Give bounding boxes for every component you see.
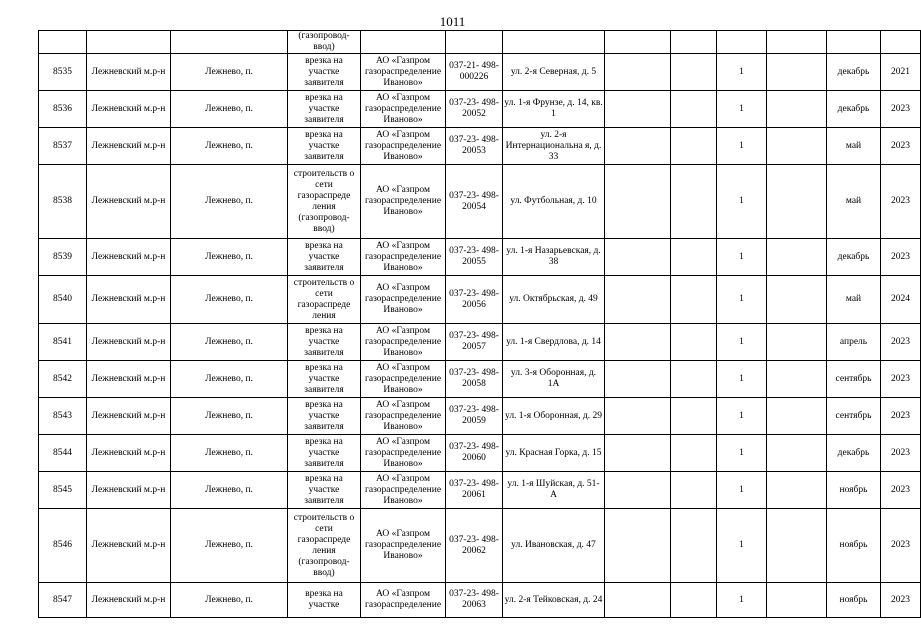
cell-organization: АО «Газпром газораспределение Иваново» bbox=[361, 91, 446, 128]
cell-locality: Лежнево, п. bbox=[171, 324, 288, 361]
cell-year: 2023 bbox=[881, 165, 921, 239]
cell-empty bbox=[605, 128, 671, 165]
cell-address: ул. Футбольная, д. 10 bbox=[503, 165, 605, 239]
cell-empty bbox=[671, 583, 717, 618]
cell-work-type: врезка на участке bbox=[288, 583, 361, 618]
cell-empty bbox=[671, 239, 717, 276]
cell-address bbox=[503, 31, 605, 54]
cell-year: 2023 bbox=[881, 91, 921, 128]
cell-code: 037-23- 498-20058 bbox=[446, 361, 503, 398]
table-row-continued bbox=[39, 31, 921, 54]
cell-empty bbox=[767, 435, 827, 472]
cell-code: 037-23- 498-20057 bbox=[446, 324, 503, 361]
cell-year: 2024 bbox=[881, 276, 921, 324]
table-row bbox=[39, 324, 921, 361]
cell-empty bbox=[767, 398, 827, 435]
cell-work-type: строительств о сети газораспреде ления (газопровод- ввод) bbox=[288, 509, 361, 583]
cell-code: 037-23- 498-20063 bbox=[446, 583, 503, 618]
cell-address: ул. 1-я Назарьевская, д. 38 bbox=[503, 239, 605, 276]
cell-locality: Лежнево, п. bbox=[171, 54, 288, 91]
cell-number: 8546 bbox=[39, 509, 87, 583]
cell-district: Лежневский м.р-н bbox=[87, 239, 171, 276]
table-row bbox=[39, 276, 921, 324]
cell-quantity bbox=[717, 31, 767, 54]
cell-empty bbox=[605, 583, 671, 618]
cell-month: сентябрь bbox=[827, 398, 881, 435]
cell-quantity: 1 bbox=[717, 583, 767, 618]
table-row bbox=[39, 128, 921, 165]
cell-quantity: 1 bbox=[717, 324, 767, 361]
cell-quantity: 1 bbox=[717, 276, 767, 324]
cell-empty bbox=[767, 239, 827, 276]
cell-organization: АО «Газпром газораспределение Иваново» bbox=[361, 128, 446, 165]
cell-address: ул. Ивановская, д. 47 bbox=[503, 509, 605, 583]
cell-empty bbox=[767, 91, 827, 128]
cell-locality: Лежнево, п. bbox=[171, 276, 288, 324]
cell-month bbox=[827, 31, 881, 54]
cell-district: Лежневский м.р-н bbox=[87, 91, 171, 128]
cell-district: Лежневский м.р-н bbox=[87, 165, 171, 239]
cell-empty bbox=[605, 54, 671, 91]
cell-year: 2023 bbox=[881, 128, 921, 165]
cell-month: декабрь bbox=[827, 91, 881, 128]
cell-locality: Лежнево, п. bbox=[171, 435, 288, 472]
cell-number: 8536 bbox=[39, 91, 87, 128]
cell-number: 8537 bbox=[39, 128, 87, 165]
cell-month: декабрь bbox=[827, 54, 881, 91]
cell-empty bbox=[767, 583, 827, 618]
cell-month: апрель bbox=[827, 324, 881, 361]
cell-empty bbox=[671, 128, 717, 165]
cell-district: Лежневский м.р-н bbox=[87, 276, 171, 324]
table-row bbox=[39, 509, 921, 583]
table-row bbox=[39, 91, 921, 128]
cell-organization: АО «Газпром газораспределение Иваново» bbox=[361, 398, 446, 435]
cell-empty bbox=[671, 472, 717, 509]
table-row bbox=[39, 361, 921, 398]
cell-code: 037-23- 498-20059 bbox=[446, 398, 503, 435]
cell-empty bbox=[605, 239, 671, 276]
cell-locality: Лежнево, п. bbox=[171, 509, 288, 583]
cell-empty bbox=[767, 54, 827, 91]
cell-organization: АО «Газпром газораспределение Иваново» bbox=[361, 239, 446, 276]
cell-quantity: 1 bbox=[717, 361, 767, 398]
cell-organization: АО «Газпром газораспределение Иваново» bbox=[361, 361, 446, 398]
cell-number: 8541 bbox=[39, 324, 87, 361]
cell-quantity: 1 bbox=[717, 165, 767, 239]
cell-number: 8535 bbox=[39, 54, 87, 91]
cell-address: ул. 2-я Тейковская, д. 24 bbox=[503, 583, 605, 618]
cell-empty bbox=[605, 472, 671, 509]
cell-locality: Лежнево, п. bbox=[171, 361, 288, 398]
cell-organization: АО «Газпром газораспределение Иваново» bbox=[361, 165, 446, 239]
cell-address: ул. 2-я Северная, д. 5 bbox=[503, 54, 605, 91]
cell-empty bbox=[767, 31, 827, 54]
cell-number: 8547 bbox=[39, 583, 87, 618]
cell-month: май bbox=[827, 165, 881, 239]
cell-empty bbox=[671, 361, 717, 398]
cell-address: ул. Октябрьская, д. 49 bbox=[503, 276, 605, 324]
cell-month: ноябрь bbox=[827, 583, 881, 618]
cell-district: Лежневский м.р-н bbox=[87, 54, 171, 91]
cell-year: 2023 bbox=[881, 583, 921, 618]
cell-district: Лежневский м.р-н bbox=[87, 361, 171, 398]
cell-number: 8538 bbox=[39, 165, 87, 239]
cell-locality: Лежнево, п. bbox=[171, 128, 288, 165]
cell-district: Лежневский м.р-н bbox=[87, 398, 171, 435]
cell-code: 037-23- 498-20060 bbox=[446, 435, 503, 472]
cell-district: Лежневский м.р-н bbox=[87, 583, 171, 618]
cell-empty bbox=[767, 472, 827, 509]
cell-year: 2023 bbox=[881, 435, 921, 472]
cell-number bbox=[39, 31, 87, 54]
cell-work-type: врезка на участке заявителя bbox=[288, 361, 361, 398]
cell-empty bbox=[605, 509, 671, 583]
cell-district: Лежневский м.р-н bbox=[87, 435, 171, 472]
cell-empty bbox=[671, 165, 717, 239]
cell-locality: Лежнево, п. bbox=[171, 91, 288, 128]
cell-empty bbox=[767, 361, 827, 398]
cell-year: 2023 bbox=[881, 398, 921, 435]
cell-district: Лежневский м.р-н bbox=[87, 324, 171, 361]
cell-locality: Лежнево, п. bbox=[171, 472, 288, 509]
cell-work-type: (газопровод- ввод) bbox=[288, 31, 361, 54]
cell-empty bbox=[605, 324, 671, 361]
table-row bbox=[39, 435, 921, 472]
table-body bbox=[39, 31, 921, 618]
cell-empty bbox=[671, 31, 717, 54]
cell-empty bbox=[605, 398, 671, 435]
cell-empty bbox=[767, 128, 827, 165]
cell-work-type: строительств о сети газораспреде ления bbox=[288, 276, 361, 324]
cell-locality: Лежнево, п. bbox=[171, 239, 288, 276]
cell-organization: АО «Газпром газораспределение Иваново» bbox=[361, 472, 446, 509]
cell-quantity: 1 bbox=[717, 54, 767, 91]
cell-organization: АО «Газпром газораспределение Иваново» bbox=[361, 435, 446, 472]
cell-locality bbox=[171, 31, 288, 54]
cell-code: 037-23- 498-20054 bbox=[446, 165, 503, 239]
cell-district: Лежневский м.р-н bbox=[87, 472, 171, 509]
cell-month: сентябрь bbox=[827, 361, 881, 398]
cell-address: ул. 1-я Оборонная, д. 29 bbox=[503, 398, 605, 435]
cell-year: 2023 bbox=[881, 509, 921, 583]
cell-number: 8544 bbox=[39, 435, 87, 472]
table-row bbox=[39, 472, 921, 509]
table-row bbox=[39, 165, 921, 239]
table-row bbox=[39, 583, 921, 618]
cell-number: 8543 bbox=[39, 398, 87, 435]
cell-code: 037-23- 498-20061 bbox=[446, 472, 503, 509]
cell-empty bbox=[605, 91, 671, 128]
cell-work-type: строительств о сети газораспреде ления (газопровод- ввод) bbox=[288, 165, 361, 239]
table-row bbox=[39, 239, 921, 276]
cell-code bbox=[446, 31, 503, 54]
cell-code: 037-23- 498-20052 bbox=[446, 91, 503, 128]
cell-empty bbox=[671, 435, 717, 472]
cell-empty bbox=[671, 91, 717, 128]
cell-quantity: 1 bbox=[717, 398, 767, 435]
cell-address: ул. 2-я Интернациональна я, д. 33 bbox=[503, 128, 605, 165]
cell-address: ул. 3-я Оборонная, д. 1А bbox=[503, 361, 605, 398]
cell-address: ул. 1-я Свердлова, д. 14 bbox=[503, 324, 605, 361]
cell-month: ноябрь bbox=[827, 472, 881, 509]
cell-empty bbox=[671, 324, 717, 361]
cell-work-type: врезка на участке заявителя bbox=[288, 435, 361, 472]
cell-empty bbox=[605, 165, 671, 239]
cell-code: 037-23- 498-20062 bbox=[446, 509, 503, 583]
cell-work-type: врезка на участке заявителя bbox=[288, 472, 361, 509]
cell-month: декабрь bbox=[827, 435, 881, 472]
cell-empty bbox=[605, 435, 671, 472]
cell-year: 2023 bbox=[881, 324, 921, 361]
cell-empty bbox=[605, 31, 671, 54]
cell-organization: АО «Газпром газораспределение Иваново» bbox=[361, 509, 446, 583]
cell-month: декабрь bbox=[827, 239, 881, 276]
cell-district: Лежневский м.р-н bbox=[87, 128, 171, 165]
cell-work-type: врезка на участке заявителя bbox=[288, 91, 361, 128]
cell-organization bbox=[361, 31, 446, 54]
cell-locality: Лежнево, п. bbox=[171, 165, 288, 239]
cell-year bbox=[881, 31, 921, 54]
table-row bbox=[39, 398, 921, 435]
cell-quantity: 1 bbox=[717, 91, 767, 128]
cell-organization: АО «Газпром газораспределение bbox=[361, 583, 446, 618]
cell-empty bbox=[671, 398, 717, 435]
cell-empty bbox=[767, 276, 827, 324]
cell-district: Лежневский м.р-н bbox=[87, 509, 171, 583]
cell-quantity: 1 bbox=[717, 239, 767, 276]
cell-quantity: 1 bbox=[717, 435, 767, 472]
cell-empty bbox=[767, 509, 827, 583]
cell-code: 037-23- 498-20053 bbox=[446, 128, 503, 165]
cell-code: 037-23- 498-20055 bbox=[446, 239, 503, 276]
cell-year: 2023 bbox=[881, 239, 921, 276]
cell-quantity: 1 bbox=[717, 472, 767, 509]
cell-work-type: врезка на участке заявителя bbox=[288, 128, 361, 165]
cell-quantity: 1 bbox=[717, 128, 767, 165]
cell-empty bbox=[671, 509, 717, 583]
cell-locality: Лежнево, п. bbox=[171, 583, 288, 618]
cell-organization: АО «Газпром газораспределение Иваново» bbox=[361, 276, 446, 324]
cell-month: май bbox=[827, 276, 881, 324]
cell-empty bbox=[767, 324, 827, 361]
cell-district bbox=[87, 31, 171, 54]
cell-address: ул. 1-я Шуйская, д. 51-А bbox=[503, 472, 605, 509]
cell-organization: АО «Газпром газораспределение Иваново» bbox=[361, 54, 446, 91]
cell-year: 2023 bbox=[881, 361, 921, 398]
cell-month: ноябрь bbox=[827, 509, 881, 583]
cell-number: 8540 bbox=[39, 276, 87, 324]
cell-empty bbox=[671, 276, 717, 324]
cell-code: 037-21- 498- 000226 bbox=[446, 54, 503, 91]
cell-number: 8545 bbox=[39, 472, 87, 509]
cell-address: ул. 1-я Фрунзе, д. 14, кв. 1 bbox=[503, 91, 605, 128]
cell-empty bbox=[605, 361, 671, 398]
cell-organization: АО «Газпром газораспределение Иваново» bbox=[361, 324, 446, 361]
cell-locality: Лежнево, п. bbox=[171, 398, 288, 435]
cell-empty bbox=[671, 54, 717, 91]
cell-empty bbox=[767, 165, 827, 239]
cell-year: 2023 bbox=[881, 472, 921, 509]
table-row bbox=[39, 54, 921, 91]
cell-work-type: врезка на участке заявителя bbox=[288, 54, 361, 91]
cell-code: 037-23- 498-20056 bbox=[446, 276, 503, 324]
registry-table bbox=[38, 30, 921, 618]
cell-work-type: врезка на участке заявителя bbox=[288, 324, 361, 361]
cell-number: 8542 bbox=[39, 361, 87, 398]
cell-work-type: врезка на участке заявителя bbox=[288, 398, 361, 435]
cell-number: 8539 bbox=[39, 239, 87, 276]
cell-quantity: 1 bbox=[717, 509, 767, 583]
cell-empty bbox=[605, 276, 671, 324]
page-number: 1011 bbox=[439, 14, 466, 29]
cell-year: 2021 bbox=[881, 54, 921, 91]
cell-address: ул. Красная Горка, д. 15 bbox=[503, 435, 605, 472]
cell-work-type: врезка на участке заявителя bbox=[288, 239, 361, 276]
cell-month: май bbox=[827, 128, 881, 165]
